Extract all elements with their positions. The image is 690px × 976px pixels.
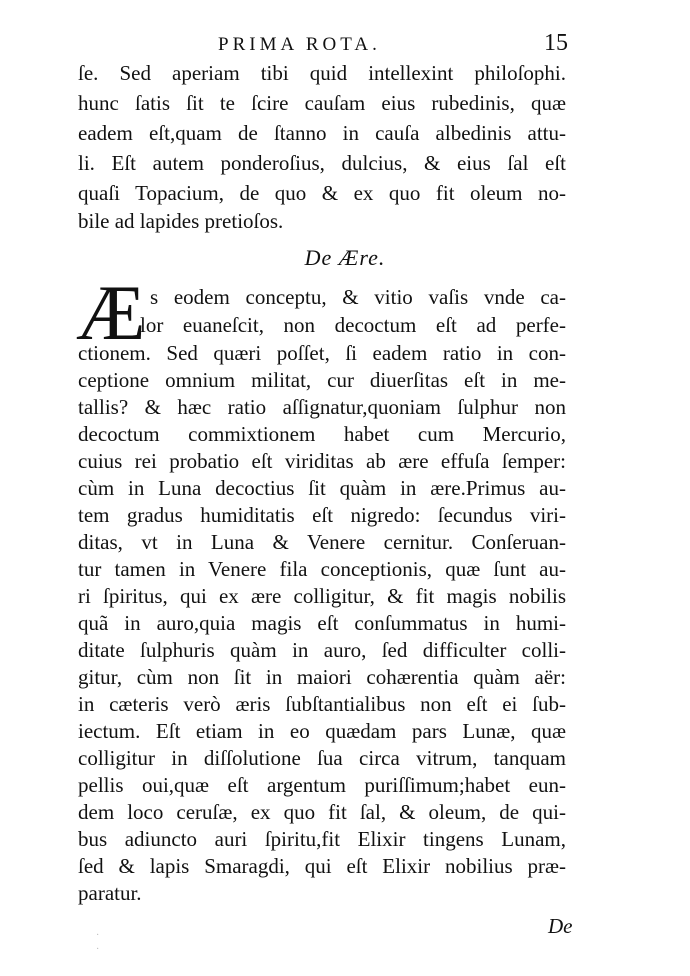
text-line: ſe. Sed aperiam tibi quid intellexint philoſophi. — [78, 61, 566, 85]
text-line: paratur. — [78, 881, 142, 905]
text-line: ditate ſulphuris quàm in auro, ſed difficulter colli- — [78, 638, 566, 662]
text-line: dem loco ceruſæ, ex quo fit ſal, & oleum, de qui- — [78, 800, 566, 824]
text-line: colligitur in diſſolutione ſua circa vitrum, tanquam — [78, 746, 566, 770]
text-line: ctionem. Sed quæri poſſet, ſi eadem ratio in con- — [78, 341, 566, 365]
text-line: tur tamen in Venere fila conceptionis, quæ ſunt au- — [78, 557, 566, 581]
page-number: 15 — [544, 30, 568, 56]
text-line: quaſi Topacium, de quo & ex quo fit oleum no- — [78, 181, 566, 205]
running-head-title: PRIMA ROTA. — [218, 34, 381, 55]
text-line: ceptione omnium militat, cur diuerſitas eſt in me- — [78, 368, 566, 392]
text-line: decoctum commixtionem habet cum Mercurio, — [78, 422, 566, 446]
text-line: in cæteris verò æris ſubſtantialibus non eſt ei ſub- — [78, 692, 566, 716]
text-line: ri ſpiritus, qui ex ære colligitur, & fit magis nobilis — [78, 584, 566, 608]
running-head — [78, 30, 578, 62]
text-line: pellis oui,quæ eſt argentum puriſſimum;habet eun- — [78, 773, 566, 797]
section-heading: De Ære. — [304, 245, 386, 270]
text-line: s eodem conceptu, & vitio vaſis vnde ca- — [150, 285, 566, 309]
catchword: De — [548, 914, 573, 938]
text-line: ſed & lapis Smaragdi, qui eſt Elixir nobilius præ- — [78, 854, 566, 878]
text-line: eadem eſt,quam de ſtanno in cauſa albedinis attu- — [78, 121, 566, 145]
margin-speck: · — [96, 944, 100, 955]
text-line: cuius rei probatio eſt viriditas ab ære effuſa ſemper: — [78, 449, 566, 473]
text-line: lor euaneſcit, non decoctum eſt ad perfe- — [140, 313, 566, 337]
text-line: quã in auro,quia magis eſt conſummatus in humi- — [78, 611, 566, 635]
text-line: tem gradus humiditatis eſt nigredo: ſecundus viri- — [78, 503, 566, 527]
text-line: li. Eſt autem ponderoſius, dulcius, & eius ſal eſt — [78, 151, 566, 175]
text-line: bile ad lapides pretioſos. — [78, 209, 284, 233]
text-line: iectum. Eſt etiam in eo quædam pars Lunæ, quæ — [78, 719, 566, 743]
text-line: tallis? & hæc ratio aſſignatur,quoniam ſulphur non — [78, 395, 566, 419]
margin-speck: · — [96, 930, 100, 941]
text-line: cùm in Luna decoctius ſit quàm in ære.Primus au- — [78, 476, 566, 500]
text-line: hunc ſatis ſit te ſcire cauſam eius rubedinis, quæ — [78, 91, 566, 115]
text-line: bus adiuncto auri ſpiritu,fit Elixir tingens Lunam, — [78, 827, 566, 851]
text-line: gitur, cùm non ſit in maiori cohærentia quàm aër: — [78, 665, 566, 689]
text-line: ditas, vt in Luna & Venere cernitur. Conſeruan- — [78, 530, 566, 554]
drop-cap: Æ — [76, 269, 142, 356]
